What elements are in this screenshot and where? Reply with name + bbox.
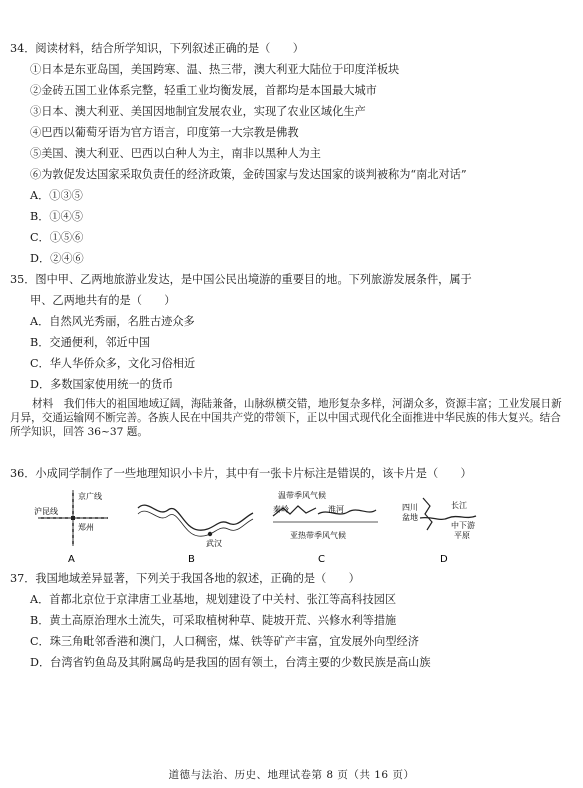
card-c [273,490,378,565]
q36-stem: 36．小成同学制作了一些地理知识小卡片，其中有一张卡片标注是错误的，该卡片是（ ） [10,467,472,480]
card-d-river2: 中下游 [451,521,475,530]
q34-statement-5: ⑤美国、澳大利亚、巴西以白种人为主，南非以黑种人为主 [30,147,321,160]
card-c-right: 淮河 [328,505,344,514]
q34-statement-4: ④巴西以葡萄牙语为官方语言，印度第一大宗教是佛教 [30,126,299,139]
card-c-bottom: 亚热带季风气候 [290,531,346,540]
q34-stem: 34．阅读材料，结合所学知识，下列叙述正确的是（ ） [10,42,304,55]
card-d-river1: 长江 [451,501,467,510]
q37-option-d: D．台湾省钓鱼岛及其附属岛屿是我国的固有领土，台湾主要的少数民族是高山族 [30,656,431,669]
river-icon [420,516,476,519]
card-d-label: D [440,554,448,565]
card-d-basin2: 盆地 [402,513,418,522]
q34-option-d: D．②④⑥ [30,252,84,265]
page-footer: 道德与法治、历史、地理试卷第 8 页（共 16 页） [168,769,415,781]
q37-option-c: C．珠三角毗邻香港和澳门，人口稠密，煤、铁等矿产丰富，宜发展外向型经济 [30,635,419,648]
card-b-city: 武汉 [206,539,222,548]
card-c-top: 温带季风气候 [278,491,326,500]
card-a-label: A [68,554,75,565]
q36-cards-svg [28,488,548,568]
q35-option-c: C．华人华侨众多，文化习俗相近 [30,357,196,370]
card-c-left: 秦岭 [273,505,289,514]
q35-option-a: A．自然风光秀丽，名胜古迹众多 [30,315,195,328]
city-dot-icon [208,532,212,536]
card-a [34,490,108,565]
card-c-label: C [318,554,325,565]
q34-option-c: C．①⑤⑥ [30,231,84,244]
material-paragraph: 材料 我们伟大的祖国地域辽阔，海陆兼备，山脉纵横交错，地形复杂多样，河湖众多，资源丰富；工业发展日新月异，交通运输网不断完善。各族人民在中国共产党的带领下，正以中国式现代化全面推进中华民族的伟大复兴。结合所学知识，回答 36~37 题。 [10,398,562,438]
q35-option-d: D．多数国家使用统一的货币 [30,378,174,391]
q37-option-b: B．黄土高原治理水土流失，可采取植树种草、陡坡开荒、兴修水利等措施 [30,614,397,627]
q35-stem-line2: 甲、乙两地共有的是（ ） [30,294,176,307]
card-d [402,498,476,565]
q37-stem: 37．我国地域差异显著，下列关于我国各地的叙述，正确的是（ ） [10,572,360,585]
junction-marker-icon [71,516,75,520]
q35-option-b: B．交通便利，邻近中国 [30,336,151,349]
river-path [138,505,253,530]
card-d-basin1: 四川 [402,503,418,512]
q34-statement-6: ⑥为敦促发达国家采取负责任的经济政策，金砖国家与发达国家的谈判被称为“南北对话” [30,168,467,181]
q34-option-a: A．①③⑤ [30,189,83,202]
q34-statement-3: ③日本、澳大利亚、美国因地制宜发展农业，实现了农业区域化生产 [30,105,366,118]
river-icon [318,510,376,514]
q34-statement-2: ②金砖五国工业体系完整，轻重工业均衡发展，首都均是本国最大城市 [30,84,377,97]
q34-option-b: B．①④⑤ [30,210,83,223]
q36-cards [28,488,548,568]
card-a-city: 郑州 [78,523,94,532]
card-d-plain: 平原 [454,531,470,540]
card-a-rail1: 京广线 [78,492,102,501]
q37-option-a: A．首都北京位于京津唐工业基地，规划建设了中关村、张江等高科技园区 [30,593,397,606]
mountain-ridge-icon [423,498,432,530]
q34-statement-1: ①日本是东亚岛国，美国跨寒、温、热三带，澳大利亚大陆位于印度洋板块 [30,63,400,76]
card-a-rail2: 沪昆线 [34,507,58,516]
card-b-label: B [188,554,195,565]
q35-stem-line1: 35．图中甲、乙两地旅游业发达，是中国公民出境游的重要目的地。下列旅游发展条件，属于 [10,273,472,286]
card-b [138,505,253,565]
